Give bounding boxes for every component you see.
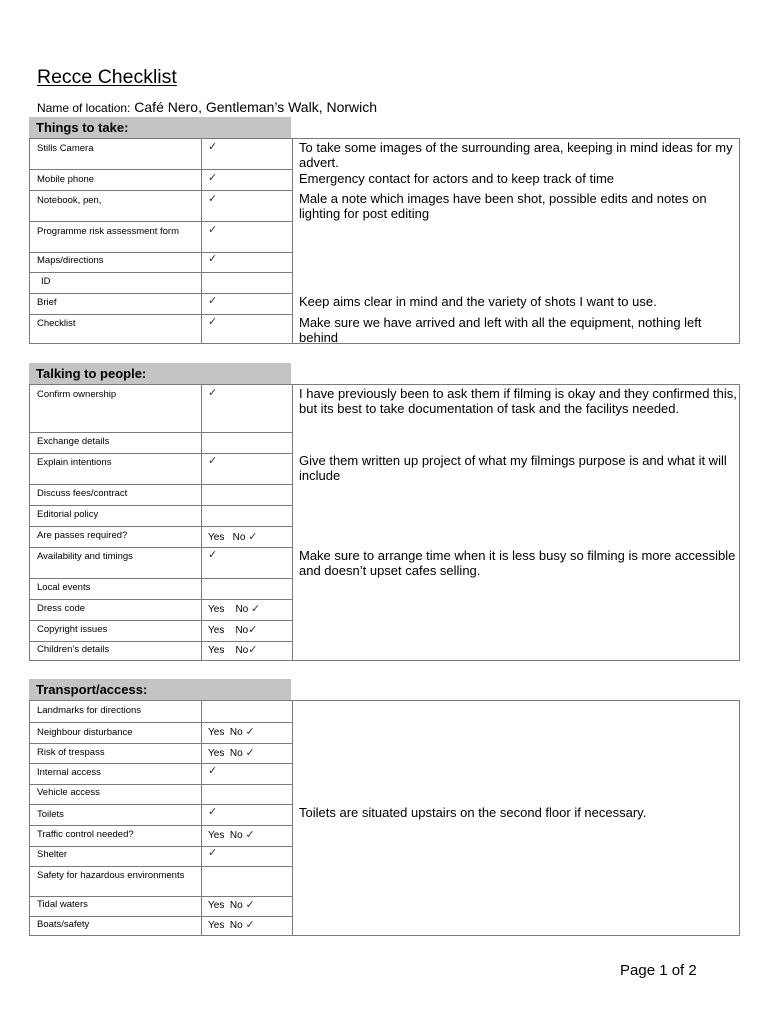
yes-no-answer: Yes No ✓ (208, 531, 258, 543)
yes-no-answer: Yes No ✓ (208, 747, 255, 759)
item-label: Internal access (37, 767, 101, 778)
note-text: I have previously been to ask them if filming is okay and they confirmed this, but its best to take documentation of task and the facilitys needed. (299, 386, 737, 416)
item-label: Risk of trespass (37, 747, 105, 758)
note-text: Male a note which images have been shot, possible edits and notes on lighting for post editing (299, 191, 707, 221)
note-text: Give them written up project of what my filmings purpose is and what it will include (299, 453, 727, 483)
item-label: Notebook, pen, (37, 195, 102, 206)
item-label: Brief (37, 297, 57, 308)
item-label: Exchange details (37, 436, 110, 447)
item-label: Discuss fees/contract (37, 488, 128, 499)
note-text: Make sure to arrange time when it is less busy so filming is more accessible and doesn’t upset cafes selling. (299, 548, 736, 578)
item-label: Availability and timings (37, 551, 133, 562)
item-label: Tidal waters (37, 899, 88, 910)
section-things-to-take (29, 117, 740, 345)
location-line (37, 99, 377, 115)
yes-no-answer: Yes No ✓ (208, 726, 255, 738)
checkmark: ✓ (208, 172, 218, 184)
item-label: Neighbour disturbance (37, 727, 133, 738)
note-text: Keep aims clear in mind and the variety of shots I want to use. (299, 294, 657, 309)
item-label: Copyright issues (37, 624, 108, 635)
checklist-table (29, 384, 740, 661)
item-label: Shelter (37, 849, 68, 860)
location-value: Café Nero, Gentleman’s Walk, Norwich (134, 99, 378, 115)
checkmark: ✓ (208, 765, 218, 777)
item-label: ID (41, 276, 51, 287)
checkmark: ✓ (208, 847, 218, 859)
item-label: Toilets (37, 809, 64, 820)
item-label: Mobile phone (37, 174, 95, 185)
checkmark: ✓ (208, 455, 218, 467)
item-label: Explain intentions (37, 457, 112, 468)
yes-no-answer: Yes No ✓ (208, 829, 255, 841)
checkmark: ✓ (208, 295, 218, 307)
checkmark: ✓ (208, 193, 218, 205)
note-text: Make sure we have arrived and left with all the equipment, nothing left behind (299, 315, 702, 345)
yes-no-answer: Yes No✓ (208, 624, 258, 636)
item-label: Local events (37, 582, 91, 593)
checkmark: ✓ (208, 224, 218, 236)
note-text: Emergency contact for actors and to keep track of time (299, 171, 615, 186)
yes-no-answer: Yes No✓ (208, 644, 258, 656)
yes-no-answer: Yes No ✓ (208, 919, 255, 931)
item-label: Vehicle access (37, 787, 100, 798)
item-label: Stills Camera (37, 143, 94, 154)
section-header: Transport/access: (29, 679, 291, 700)
item-label: Confirm ownership (37, 389, 117, 400)
item-label: Landmarks for directions (37, 705, 142, 716)
checkmark: ✓ (208, 316, 218, 328)
item-label: Safety for hazardous environments (37, 870, 185, 881)
note-text: Toilets are situated upstairs on the second floor if necessary. (299, 805, 647, 820)
note-text: To take some images of the surrounding area, keeping in mind ideas for my advert. (299, 140, 733, 170)
item-label: Editorial policy (37, 509, 99, 520)
page-number: Page 1 of 2 (620, 962, 697, 979)
section-transport-access (29, 679, 740, 937)
section-talking-to-people (29, 363, 740, 661)
checkmark: ✓ (208, 253, 218, 265)
document-title: Recce Checklist (37, 66, 177, 88)
checkmark: ✓ (208, 806, 218, 818)
item-label: Traffic control needed? (37, 829, 134, 840)
item-label: Checklist (37, 318, 76, 329)
item-label: Programme risk assessment form (37, 226, 180, 237)
checklist-table (29, 138, 740, 344)
item-label: Dress code (37, 603, 86, 614)
item-label: Maps/directions (37, 255, 104, 266)
item-label: Children’s details (37, 644, 110, 655)
section-header: Talking to people: (29, 363, 291, 384)
item-label: Boats/safety (37, 919, 90, 930)
section-header: Things to take: (29, 117, 291, 138)
yes-no-answer: Yes No ✓ (208, 899, 255, 911)
checklist-table (29, 700, 740, 936)
checkmark: ✓ (208, 387, 218, 399)
location-label: Name of location: (37, 101, 131, 115)
item-label: Are passes required? (37, 530, 128, 541)
checkmark: ✓ (208, 141, 218, 153)
checkmark: ✓ (208, 549, 218, 561)
yes-no-answer: Yes No ✓ (208, 603, 261, 615)
